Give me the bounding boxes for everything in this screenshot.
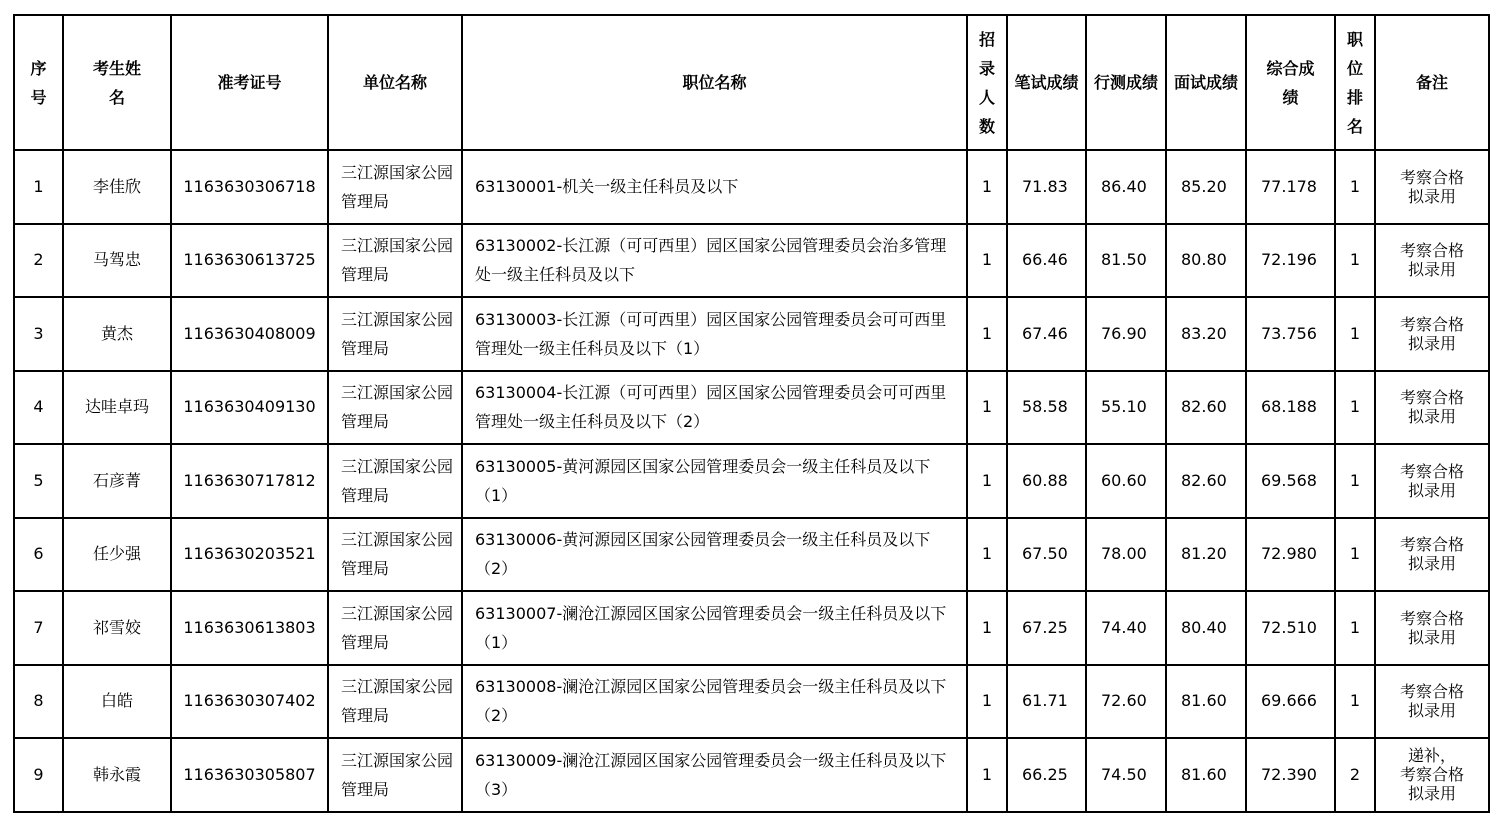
cell-seq: 6 — [14, 518, 63, 592]
remark-line: 考察合格 — [1399, 535, 1464, 555]
remark-line: 考察合格 — [1399, 608, 1464, 628]
cell-quota: 1 — [967, 738, 1007, 812]
cell-total: 77.178 — [1246, 150, 1335, 224]
cell-written: 58.58 — [1007, 371, 1086, 445]
cell-interview: 82.60 — [1166, 444, 1246, 518]
cell-interview: 80.40 — [1166, 591, 1246, 665]
cell-seq: 1 — [14, 150, 63, 224]
remark-line: 拟录用 — [1407, 554, 1456, 574]
cell-total: 72.980 — [1246, 518, 1335, 592]
cell-remark — [1375, 665, 1489, 739]
cell-unit: 三江源国家公园管理局 — [328, 665, 462, 739]
remark-line: 考察合格 — [1399, 682, 1464, 702]
cell-quota: 1 — [967, 224, 1007, 298]
cell-aptitude: 74.40 — [1086, 591, 1166, 665]
cell-seq: 5 — [14, 444, 63, 518]
header-seq: 序号 — [14, 15, 63, 150]
header-name: 考生姓名 — [63, 15, 171, 150]
remark-line: 拟录用 — [1407, 186, 1456, 206]
cell-position: 63130004-长江源（可可西里）园区国家公园管理委员会可可西里管理处一级主任科员及以下（2） — [462, 371, 967, 445]
cell-remark — [1375, 371, 1489, 445]
cell-seq: 3 — [14, 297, 63, 371]
results-table — [13, 14, 1490, 813]
cell-remark — [1375, 444, 1489, 518]
cell-ticket: 1163630408009 — [171, 297, 328, 371]
cell-rank: 1 — [1335, 371, 1375, 445]
cell-position: 63130007-澜沧江源园区国家公园管理委员会一级主任科员及以下（1） — [462, 591, 967, 665]
cell-written: 60.88 — [1007, 444, 1086, 518]
cell-aptitude: 72.60 — [1086, 665, 1166, 739]
cell-written: 66.25 — [1007, 738, 1086, 812]
cell-quota: 1 — [967, 150, 1007, 224]
cell-quota: 1 — [967, 518, 1007, 592]
cell-name: 祁雪姣 — [63, 591, 171, 665]
cell-interview: 81.20 — [1166, 518, 1246, 592]
table-row — [14, 665, 1489, 739]
remark-line: 拟录用 — [1407, 627, 1456, 647]
cell-rank: 1 — [1335, 665, 1375, 739]
remark-line: 拟录用 — [1407, 701, 1456, 721]
remark-line: 考察合格 — [1399, 461, 1464, 481]
cell-rank: 1 — [1335, 224, 1375, 298]
table-row — [14, 224, 1489, 298]
remark-line: 拟录用 — [1407, 333, 1456, 353]
cell-seq: 2 — [14, 224, 63, 298]
table-row — [14, 738, 1489, 812]
cell-aptitude: 78.00 — [1086, 518, 1166, 592]
cell-total: 72.390 — [1246, 738, 1335, 812]
cell-quota: 1 — [967, 297, 1007, 371]
cell-ticket: 1163630409130 — [171, 371, 328, 445]
cell-unit: 三江源国家公园管理局 — [328, 738, 462, 812]
cell-position: 63130002-长江源（可可西里）园区国家公园管理委员会治多管理处一级主任科员及以下 — [462, 224, 967, 298]
cell-interview: 83.20 — [1166, 297, 1246, 371]
cell-seq: 4 — [14, 371, 63, 445]
cell-interview: 80.80 — [1166, 224, 1246, 298]
cell-name: 黄杰 — [63, 297, 171, 371]
cell-interview: 81.60 — [1166, 665, 1246, 739]
cell-unit: 三江源国家公园管理局 — [328, 297, 462, 371]
cell-ticket: 1163630307402 — [171, 665, 328, 739]
cell-unit: 三江源国家公园管理局 — [328, 224, 462, 298]
cell-ticket: 1163630717812 — [171, 444, 328, 518]
remark-line: 考察合格 — [1399, 314, 1464, 334]
cell-seq: 9 — [14, 738, 63, 812]
cell-unit: 三江源国家公园管理局 — [328, 444, 462, 518]
table-row — [14, 591, 1489, 665]
cell-ticket: 1163630613803 — [171, 591, 328, 665]
remark-line: 拟录用 — [1407, 480, 1456, 500]
remark-line: 考察合格 — [1399, 167, 1464, 187]
cell-quota: 1 — [967, 665, 1007, 739]
header-quota: 招录人数 — [967, 15, 1007, 150]
cell-unit: 三江源国家公园管理局 — [328, 518, 462, 592]
cell-name: 达哇卓玛 — [63, 371, 171, 445]
remark-line: 递补， — [1407, 746, 1456, 766]
cell-name: 石彦菁 — [63, 444, 171, 518]
header-unit: 单位名称 — [328, 15, 462, 150]
header-row — [14, 15, 1489, 150]
cell-rank: 1 — [1335, 518, 1375, 592]
cell-total: 69.666 — [1246, 665, 1335, 739]
table-body — [14, 150, 1489, 812]
remark-line: 拟录用 — [1407, 784, 1456, 804]
remark-line: 拟录用 — [1407, 407, 1456, 427]
cell-position: 63130008-澜沧江源园区国家公园管理委员会一级主任科员及以下（2） — [462, 665, 967, 739]
cell-rank: 1 — [1335, 444, 1375, 518]
cell-name: 韩永霞 — [63, 738, 171, 812]
header-position: 职位名称 — [462, 15, 967, 150]
cell-remark — [1375, 518, 1489, 592]
cell-remark — [1375, 297, 1489, 371]
table-row — [14, 297, 1489, 371]
header-interview: 面试成绩 — [1166, 15, 1246, 150]
cell-unit: 三江源国家公园管理局 — [328, 591, 462, 665]
cell-written: 61.71 — [1007, 665, 1086, 739]
remark-line: 考察合格 — [1399, 388, 1464, 408]
cell-rank: 1 — [1335, 591, 1375, 665]
cell-seq: 8 — [14, 665, 63, 739]
cell-ticket: 1163630306718 — [171, 150, 328, 224]
cell-quota: 1 — [967, 591, 1007, 665]
table-row — [14, 371, 1489, 445]
remark-line: 考察合格 — [1399, 241, 1464, 261]
table-row — [14, 150, 1489, 224]
cell-position: 63130006-黄河源园区国家公园管理委员会一级主任科员及以下（2） — [462, 518, 967, 592]
cell-position: 63130003-长江源（可可西里）园区国家公园管理委员会可可西里管理处一级主任科员及以下（1） — [462, 297, 967, 371]
remark-line: 考察合格 — [1399, 765, 1464, 785]
cell-written: 67.25 — [1007, 591, 1086, 665]
cell-unit: 三江源国家公园管理局 — [328, 150, 462, 224]
cell-written: 67.46 — [1007, 297, 1086, 371]
cell-total: 73.756 — [1246, 297, 1335, 371]
cell-remark — [1375, 738, 1489, 812]
cell-total: 68.188 — [1246, 371, 1335, 445]
cell-rank: 1 — [1335, 297, 1375, 371]
cell-total: 72.510 — [1246, 591, 1335, 665]
cell-total: 69.568 — [1246, 444, 1335, 518]
cell-aptitude: 60.60 — [1086, 444, 1166, 518]
cell-quota: 1 — [967, 371, 1007, 445]
cell-quota: 1 — [967, 444, 1007, 518]
header-ticket: 准考证号 — [171, 15, 328, 150]
cell-remark — [1375, 591, 1489, 665]
cell-aptitude: 74.50 — [1086, 738, 1166, 812]
cell-aptitude: 81.50 — [1086, 224, 1166, 298]
cell-ticket: 1163630203521 — [171, 518, 328, 592]
header-remark: 备注 — [1375, 15, 1489, 150]
cell-interview: 82.60 — [1166, 371, 1246, 445]
cell-name: 任少强 — [63, 518, 171, 592]
cell-rank: 2 — [1335, 738, 1375, 812]
cell-ticket: 1163630613725 — [171, 224, 328, 298]
cell-seq: 7 — [14, 591, 63, 665]
cell-aptitude: 55.10 — [1086, 371, 1166, 445]
cell-position: 63130009-澜沧江源园区国家公园管理委员会一级主任科员及以下（3） — [462, 738, 967, 812]
cell-unit: 三江源国家公园管理局 — [328, 371, 462, 445]
cell-written: 66.46 — [1007, 224, 1086, 298]
cell-rank: 1 — [1335, 150, 1375, 224]
cell-position: 63130005-黄河源园区国家公园管理委员会一级主任科员及以下（1） — [462, 444, 967, 518]
cell-remark — [1375, 224, 1489, 298]
cell-aptitude: 76.90 — [1086, 297, 1166, 371]
header-total: 综合成绩 — [1246, 15, 1335, 150]
cell-ticket: 1163630305807 — [171, 738, 328, 812]
cell-aptitude: 86.40 — [1086, 150, 1166, 224]
table-row — [14, 444, 1489, 518]
cell-remark — [1375, 150, 1489, 224]
table-row — [14, 518, 1489, 592]
header-rank: 职位排名 — [1335, 15, 1375, 150]
header-written: 笔试成绩 — [1007, 15, 1086, 150]
cell-name: 白皓 — [63, 665, 171, 739]
cell-name: 马驾忠 — [63, 224, 171, 298]
cell-interview: 81.60 — [1166, 738, 1246, 812]
cell-name: 李佳欣 — [63, 150, 171, 224]
cell-total: 72.196 — [1246, 224, 1335, 298]
cell-written: 67.50 — [1007, 518, 1086, 592]
cell-position: 63130001-机关一级主任科员及以下 — [462, 150, 967, 224]
header-aptitude: 行测成绩 — [1086, 15, 1166, 150]
remark-line: 拟录用 — [1407, 260, 1456, 280]
cell-written: 71.83 — [1007, 150, 1086, 224]
cell-interview: 85.20 — [1166, 150, 1246, 224]
results-table-container — [13, 14, 1490, 813]
